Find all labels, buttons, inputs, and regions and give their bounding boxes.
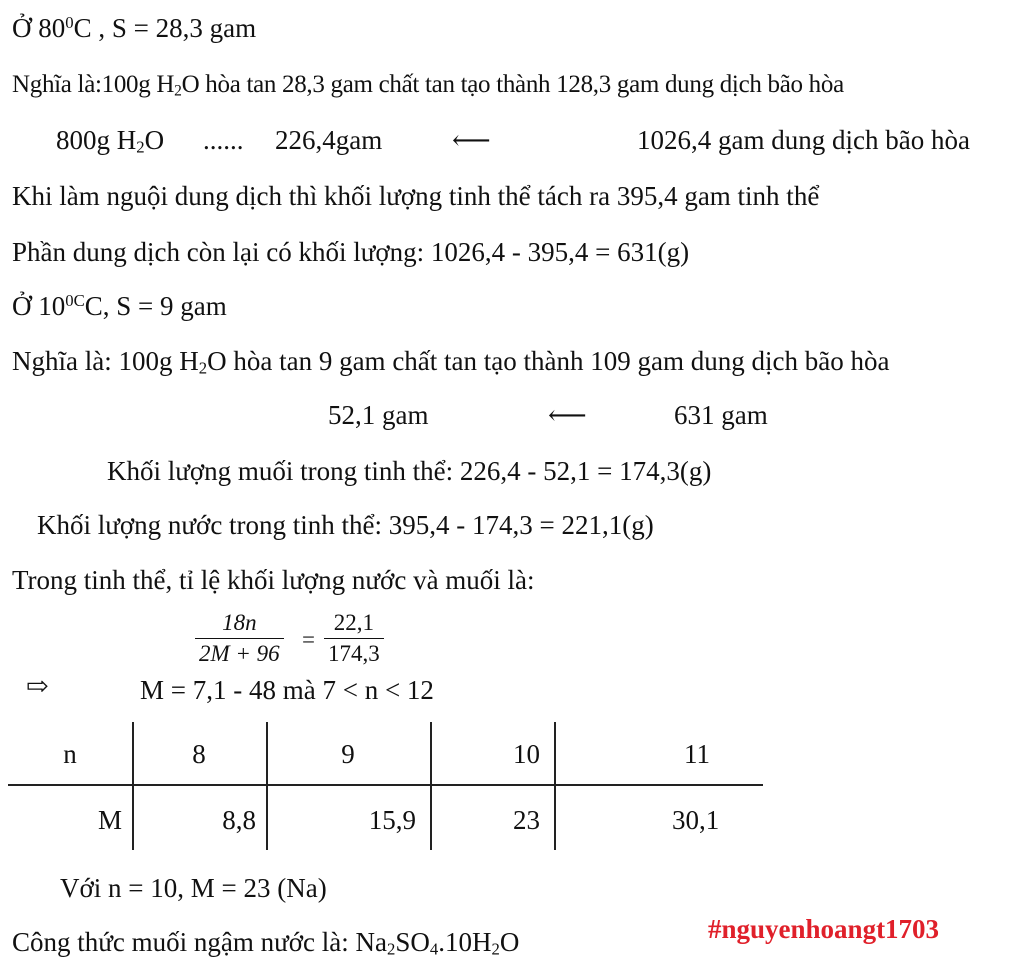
table-divider-horizontal: [8, 784, 763, 786]
line-cooling: Khi làm nguội dung dịch thì khối lượng tinh thể tách ra 395,4 gam tinh thể: [12, 181, 820, 211]
implies-arrow-icon: ⇨: [26, 671, 49, 701]
table-row-cell: 23: [513, 805, 540, 835]
left-arrow-icon: ⟵: [452, 125, 491, 155]
line-conclusion-na: Với n = 10, M = 23 (Na): [60, 873, 327, 903]
table-header-cell: 10: [513, 739, 540, 769]
fraction-right: [324, 610, 384, 667]
line-800g-water: 800g $H_2O$: [56, 125, 165, 157]
line-631g-solution: 631 gam: [674, 400, 768, 430]
line-800g-solution: 1026,4 gam dung dịch bão hòa: [637, 125, 970, 155]
table-row-cell: 30,1: [672, 805, 720, 835]
table-header-cell: 9: [341, 739, 355, 769]
line-800g-dots: ......: [203, 125, 244, 155]
line-temperature-10: Ở $10^{0C}C$, S = 9 gam: [12, 290, 227, 321]
line-ratio-intro: Trong tinh thể, tỉ lệ khối lượng nước và muối là:: [12, 565, 535, 595]
fraction-right-numerator: 22,1: [324, 610, 384, 639]
fraction-right-denominator: 174,3: [328, 641, 380, 666]
line-meaning-80: Nghĩa là:100g $H_2O$ hòa tan 28,3 gam chất tan tạo thành 128,3 gam dung dịch bão hòa: [12, 71, 844, 100]
line-52g-mass: 52,1 gam: [328, 400, 429, 430]
line-formula: Công thức muối ngậm nước là: $Na_2SO_4.10H_2O$: [12, 927, 520, 959]
line-salt-mass: Khối lượng muối trong tinh thể: 226,4 - 52,1 = 174,3(g): [107, 456, 712, 486]
table-row-cell: 15,9: [368, 805, 416, 835]
table-row-label-m: M: [97, 805, 122, 835]
table-header-cell: 8: [192, 739, 206, 769]
table-header-n: n: [63, 739, 77, 769]
line-temperature-80: Ở $80^0C$ , S = 28,3 gam: [12, 12, 257, 43]
author-watermark: #nguyenhoangt1703: [708, 914, 940, 944]
fraction-left: [195, 610, 284, 667]
fraction-left-denominator: 2M + 96: [199, 641, 280, 666]
table-header-cell: 11: [684, 739, 710, 769]
table-row-cell: 8,8: [222, 805, 256, 835]
fraction-equals: =: [302, 627, 315, 652]
fraction-left-numerator: 18n: [195, 610, 284, 639]
line-remaining-solution: Phần dung dịch còn lại có khối lượng: 1026,4 - 395,4 = 631(g): [12, 237, 690, 267]
n-m-table: [8, 722, 763, 850]
line-water-mass: Khối lượng nước trong tinh thể: 395,4 - 174,3 = 221,1(g): [37, 510, 654, 540]
line-meaning-10: Nghĩa là: 100g $H_2O$ hòa tan 9 gam chất tan tạo thành 109 gam dung dịch bão hòa: [12, 346, 890, 378]
left-arrow-icon: ⟵: [548, 400, 587, 430]
line-m-result: M = 7,1 - 48 mà 7 < n < 12: [140, 675, 434, 705]
line-800g-mass: 226,4gam: [275, 125, 383, 155]
